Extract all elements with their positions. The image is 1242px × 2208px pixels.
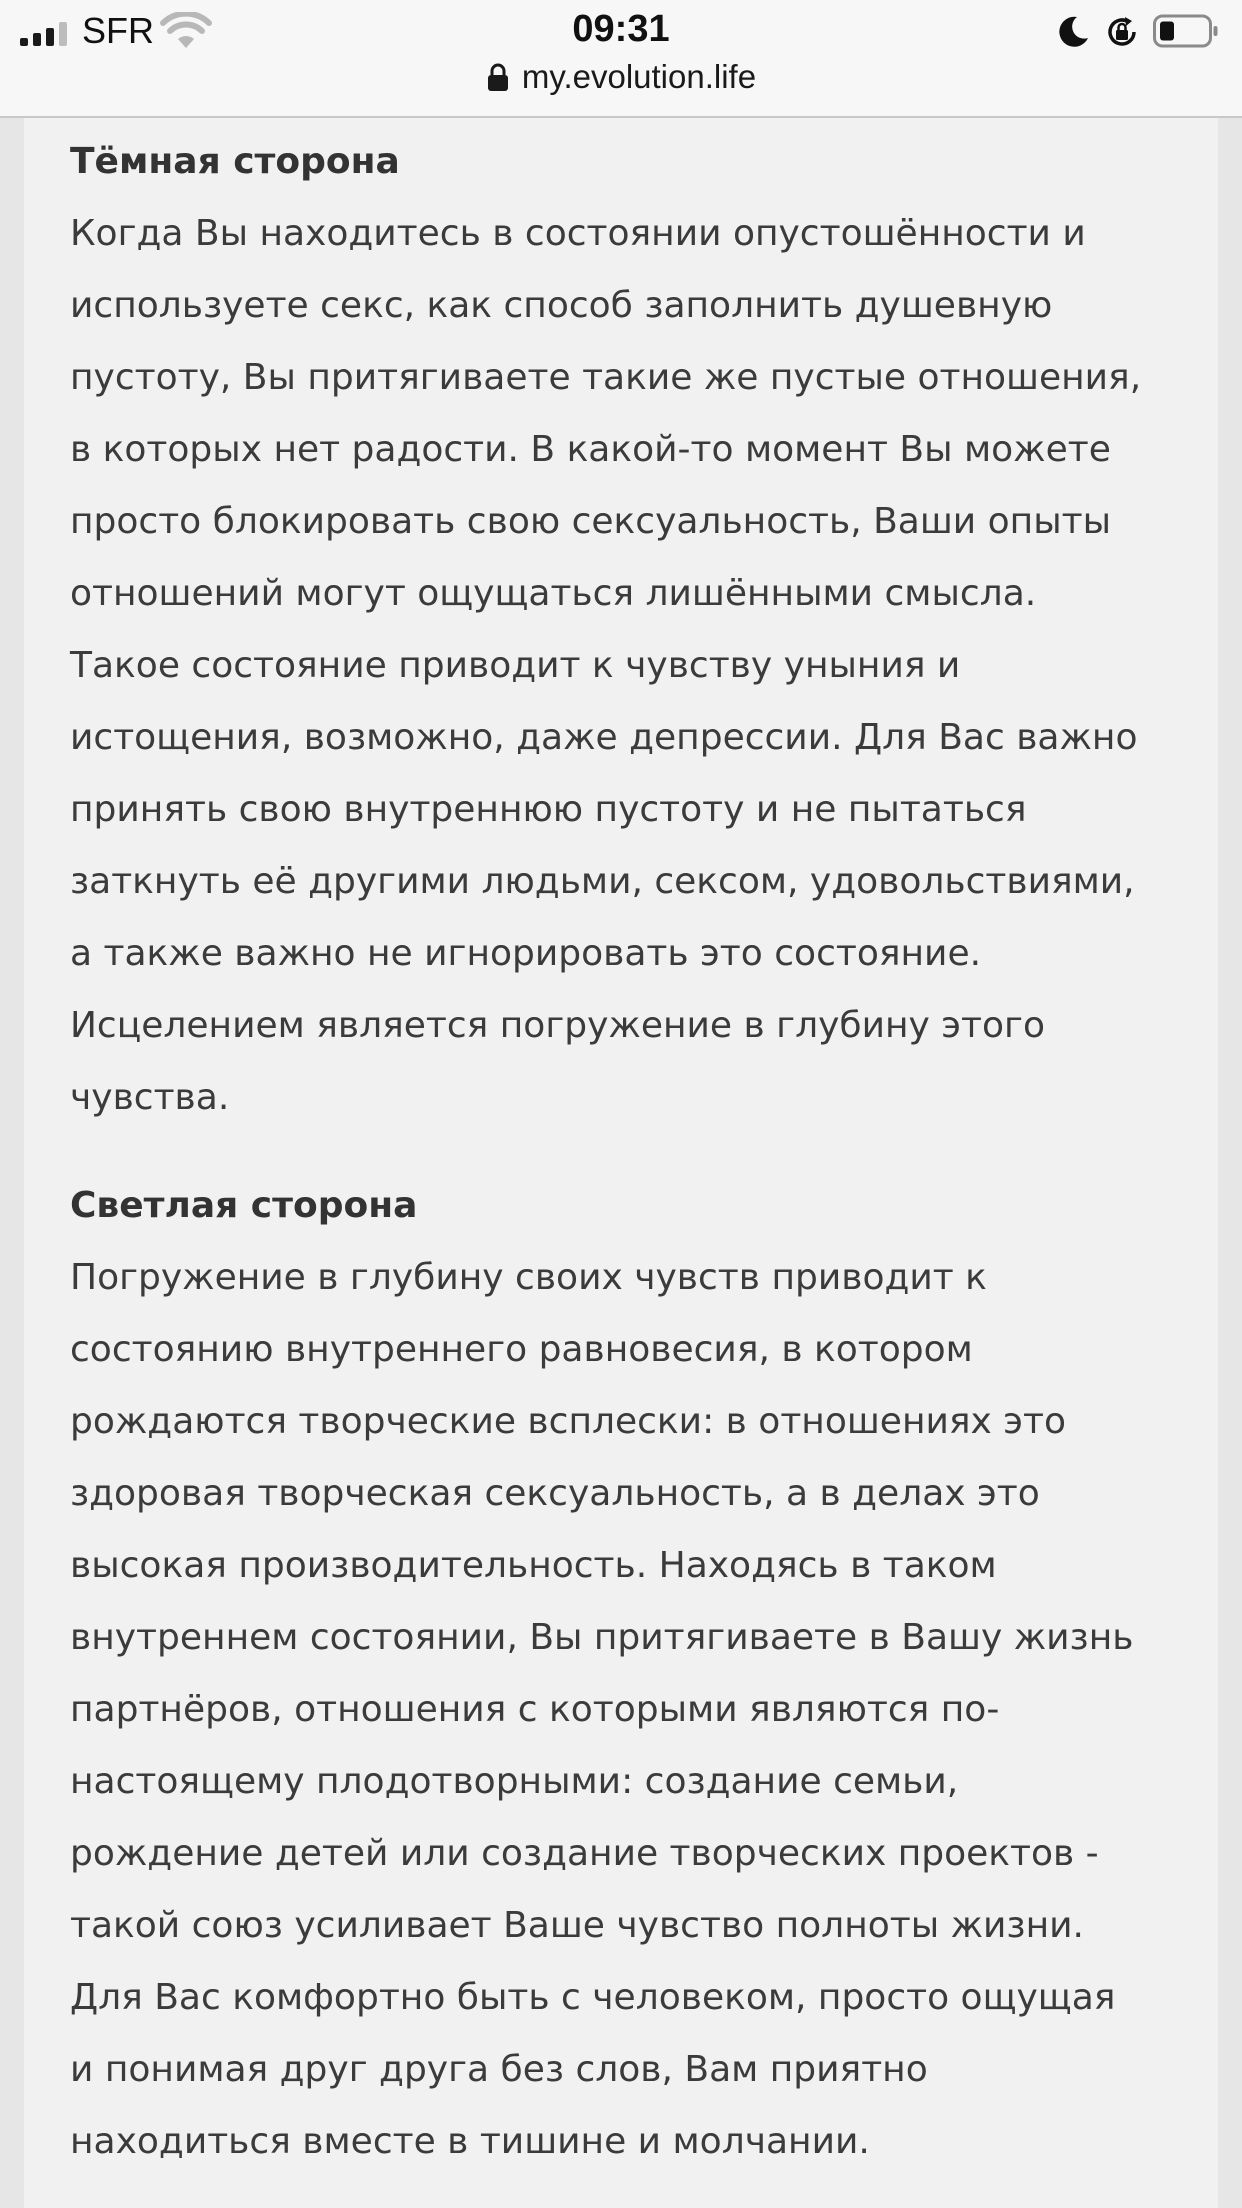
text-line: Исцелением является погружение в глубину этого: [70, 1005, 1045, 1046]
address-bar[interactable]: [0, 58, 1242, 96]
light-side-heading: Светлая сторона: [70, 1185, 418, 1226]
text-line: чувства.: [70, 1077, 230, 1118]
text-line: рождение детей или создание творческих проектов -: [70, 1833, 1099, 1874]
text-line: а также важно не игнорировать это состояние.: [70, 933, 982, 974]
section-spacer: [70, 1134, 1210, 1170]
text-line: отношений могут ощущаться лишёнными смысла.: [70, 573, 1037, 614]
text-line: используете секс, как способ заполнить душевную: [70, 285, 1053, 326]
text-line: пустоту, Вы притягиваете такие же пустые отношения,: [70, 357, 1142, 398]
light-side-paragraph: [70, 1242, 1210, 2178]
text-line: в которых нет радости. В какой-то момент Вы можете: [70, 429, 1111, 470]
text-line: заткнуть её другими людьми, сексом, удовольствиями,: [70, 861, 1135, 902]
do-not-disturb-moon-icon: [1055, 14, 1091, 50]
status-time: 09:31: [572, 8, 670, 50]
text-line: истощения, возможно, даже депрессии. Для Вас важно: [70, 717, 1138, 758]
text-line: Такое состояние приводит к чувству уныния и: [70, 645, 961, 686]
text-line: и понимая друг друга без слов, Вам приятно: [70, 2049, 928, 2090]
text-line: рождаются творческие всплески: в отношениях это: [70, 1401, 1067, 1442]
rotation-lock-icon: [1104, 14, 1140, 50]
dark-side-heading: Тёмная сторона: [70, 141, 400, 182]
text-line: просто блокировать свою сексуальность, Ваши опыты: [70, 501, 1112, 542]
text-line: внутреннем состоянии, Вы притягиваете в Вашу жизнь: [70, 1617, 1134, 1658]
text-line: Для Вас комфортно быть с человеком, просто ощущая: [70, 1977, 1116, 2018]
text-line: партнёров, отношения с которыми являются по-: [70, 1689, 1000, 1730]
text-line: здоровая творческая сексуальность, а в делах это: [70, 1473, 1040, 1514]
status-bar: [0, 0, 1242, 118]
lock-icon: [486, 62, 510, 92]
text-line: принять свою внутреннюю пустоту и не пытаться: [70, 789, 1027, 830]
dark-side-paragraph: [70, 198, 1210, 1134]
text-line: находиться вместе в тишине и молчании.: [70, 2121, 870, 2162]
text-line: Когда Вы находитесь в состоянии опустошённости и: [70, 213, 1086, 254]
article-text: [70, 126, 1210, 2178]
url-text: my.evolution.life: [521, 58, 757, 95]
text-line: высокая производительность. Находясь в таком: [70, 1545, 997, 1586]
battery-icon: [1153, 14, 1219, 48]
content-card: [24, 118, 1218, 2208]
text-line: состоянию внутреннего равновесия, в котором: [70, 1329, 973, 1370]
text-line: такой союз усиливает Ваше чувство полноты жизни.: [70, 1905, 1084, 1946]
text-line: Погружение в глубину своих чувств приводит к: [70, 1257, 987, 1298]
text-line: настоящему плодотворными: создание семьи,: [70, 1761, 959, 1802]
carrier-name: SFR: [82, 10, 154, 51]
